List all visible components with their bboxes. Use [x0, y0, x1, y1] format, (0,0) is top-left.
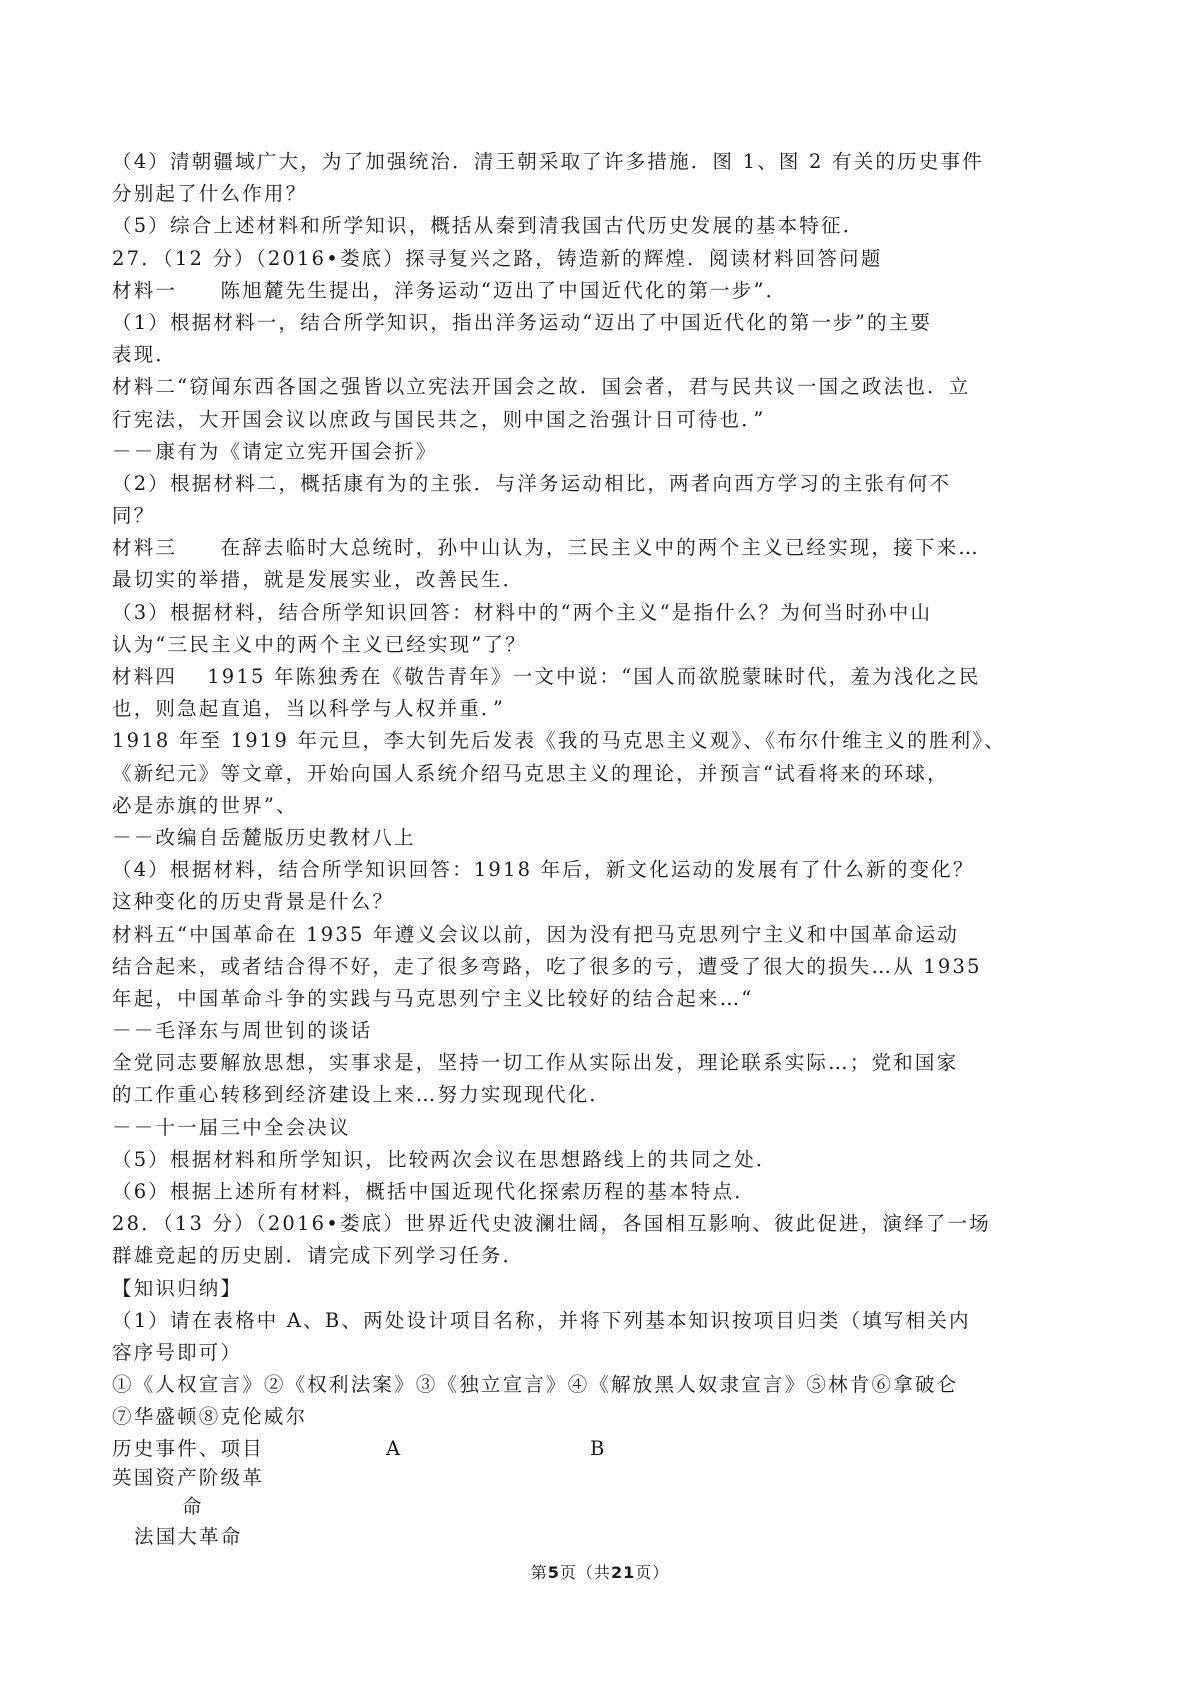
table-header-a: A [386, 1436, 403, 1460]
text-line: 分别起了什么作用？ [112, 182, 308, 206]
text-line: 表现． [112, 343, 178, 367]
text-line: ①《人权宣言》②《权利法案》③《独立宣言》④《解放黑人奴隶宣言》⑤林肯⑥拿破仑 [112, 1373, 959, 1397]
text-line: 材料五“中国革命在 1935 年遵义会议以前，因为没有把马克思列宁主义和中国革命运动 [112, 922, 959, 946]
text-line: 【知识归纳】 [112, 1276, 243, 1300]
text-line: 认为“三民主义中的两个主义已经实现”了？ [112, 632, 527, 656]
text-line: 材料三 在辞去临时大总统时，孙中山认为，三民主义中的两个主义已经实现，接下来… [112, 536, 981, 560]
text-line: 行宪法，大开国会议以庶政与国民共之，则中国之治强计日可待也．” [112, 407, 766, 431]
text-line: 同？ [112, 504, 156, 528]
text-line: 全党同志要解放思想，实事求是，坚持一切工作从实际出发，理论联系实际…；党和国家 [112, 1051, 959, 1075]
classification-table [112, 1434, 1102, 1550]
text-line: （1）请在表格中 A、B、两处设计项目名称，并将下列基本知识按项目归类（填写相关内 [112, 1308, 971, 1332]
text-line: （5）综合上述材料和所学知识，概括从秦到清我国古代历史发展的基本特征． [112, 214, 865, 238]
text-line: 最切实的举措，就是发展实业，改善民生． [112, 568, 525, 592]
text-line: 必是赤旗的世界”、 [112, 793, 298, 817]
text-line: －－十一届三中全会决议 [112, 1115, 351, 1139]
footer-middle: 页（共 [559, 1563, 611, 1582]
text-line: （5）根据材料和所学知识，比较两次会议在思想路线上的共同之处． [112, 1147, 778, 1171]
footer-total-pages: 21 [610, 1563, 636, 1582]
text-line: ⑦华盛顿⑧克伦威尔 [112, 1405, 308, 1429]
footer-suffix: 页） [635, 1563, 670, 1582]
text-line: －－毛泽东与周世钊的谈话 [112, 1019, 373, 1043]
text-line: 这种变化的历史背景是什么？ [112, 890, 395, 914]
text-line: 材料二“窃闻东西各国之强皆以立宪法开国会之故．国会者，君与民共议一国之政法也．立 [112, 375, 971, 399]
text-line: 结合起来，或者结合得不好，走了很多弯路，吃了很多的亏，遭受了很大的损失…从 1935 [112, 954, 982, 978]
text-line: 27．（12 分）（2016•娄底）探寻复兴之路，铸造新的辉煌．阅读材料回答问题 [112, 246, 883, 270]
text-line: （3）根据材料，结合所学知识回答：材料中的“两个主义“是指什么？为何当时孙中山 [112, 600, 933, 624]
page-footer [0, 1560, 1200, 1583]
table-row-french-revolution: 法国大革命 [134, 1524, 243, 1548]
table-header-b: B [590, 1436, 607, 1460]
text-line: 1918 年至 1919 年元旦，李大钊先后发表《我的马克思主义观》、《布尔什维主义的胜利》、 [112, 729, 1006, 753]
text-line: 年起，中国革命斗争的实践与马克思列宁主义比较好的结合起来…“ [112, 986, 754, 1010]
text-line: （4）清朝疆域广大，为了加强统治．清王朝采取了许多措施．图 1、图 2 有关的历史事件 [112, 150, 984, 173]
text-line: （4）根据材料，结合所学知识回答：1918 年后，新文化运动的发展有了什么新的变化？ [112, 858, 975, 882]
text-line: （6）根据上述所有材料，概括中国近现代化探索历程的基本特点． [112, 1180, 756, 1203]
text-line: 材料四 1915 年陈独秀在《敬告青年》一文中说：“国人而欲脱蒙昧时代，羞为浅化之民 [112, 665, 981, 688]
footer-prefix: 第 [530, 1563, 548, 1582]
table-row-english-revolution-line1: 英国资产阶级革 [112, 1465, 264, 1489]
text-line: （2）根据材料二，概括康有为的主张．与洋务运动相比，两者向西方学习的主张有何不 [112, 471, 952, 495]
text-line: 群雄竞起的历史剧．请完成下列学习任务． [112, 1244, 525, 1268]
text-line: －－康有为《请定立宪开国会折》 [112, 439, 438, 463]
exam-page [112, 146, 1102, 1550]
text-line: 28．（13 分）（2016•娄底）世界近代史波澜壮阔，各国相互影响、彼此促进，演绎了一场 [112, 1212, 991, 1236]
question-text [112, 146, 1102, 1434]
text-line: 的工作重心转移到经济建设上来…努力实现现代化． [112, 1083, 612, 1107]
footer-page-number: 5 [547, 1563, 560, 1582]
text-line: 材料一 陈旭麓先生提出，洋务运动“迈出了中国近代化的第一步”． [112, 278, 788, 302]
text-line: 《新纪元》等文章，开始向国人系统介绍马克思主义的理论，并预言“试看将来的环球， [112, 761, 949, 785]
table-row-english-revolution-line2: 命 [182, 1494, 204, 1518]
text-line: （1）根据材料一，结合所学知识，指出洋务运动“迈出了中国近代化的第一步”的主要 [112, 310, 933, 334]
text-line: 容序号即可） [112, 1340, 243, 1364]
text-line: 也，则急起直追，当以科学与人权并重．” [112, 697, 506, 721]
table-header-event: 历史事件、项目 [112, 1436, 264, 1460]
text-line: －－改编自岳麓版历史教材八上 [112, 825, 416, 849]
